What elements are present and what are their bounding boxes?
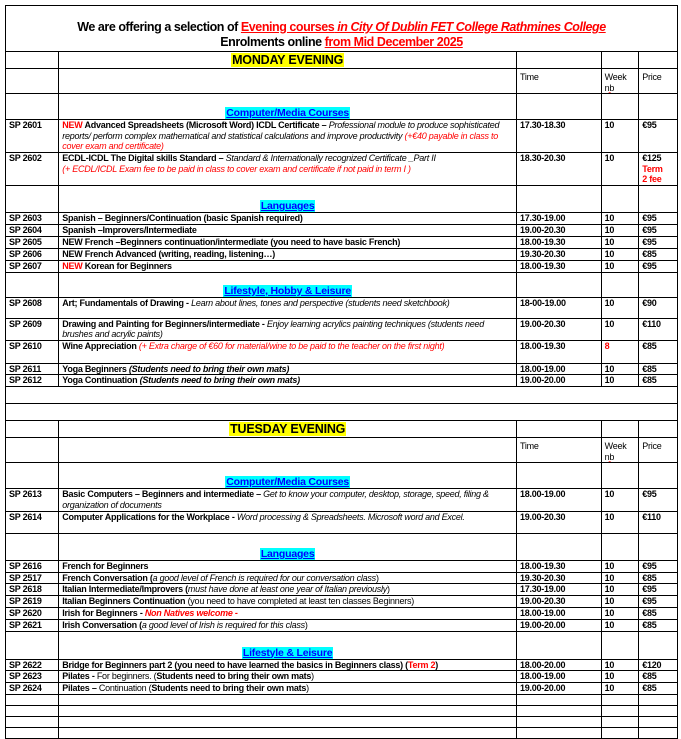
course-code: SP 2603 — [6, 212, 59, 224]
course-price: €95 — [639, 260, 678, 272]
course-note: Non Natives welcome - — [144, 607, 238, 618]
title-line-2 — [9, 35, 674, 50]
course-code: SP 2607 — [6, 260, 59, 272]
course-description: ECDL-ICDL The Digital skills Standard – Standard & Internationally recognized Certificate _Part II (+ ECDL/ICDL Exam fee to be paid in class to cover exam and certificate if not paid in term I ) — [59, 153, 517, 186]
course-description: French Conversation (a good level of French is required for our conversation class) — [59, 572, 517, 584]
course-row — [6, 340, 678, 363]
course-row — [6, 260, 678, 272]
course-price: €85 — [639, 248, 678, 260]
course-description: Irish for Beginners - Non Natives welcome - — [59, 607, 517, 619]
course-weeks: 10 — [601, 659, 639, 671]
course-price: €120 — [639, 659, 678, 671]
course-weeks: 10 — [601, 153, 639, 186]
course-weeks: 10 — [601, 683, 639, 695]
course-time: 19.00-20.30 — [517, 596, 602, 608]
course-description: Pilates – Continuation (Students need to bring their own mats) — [59, 683, 517, 695]
tuesday-section-lifestyle — [6, 631, 678, 659]
course-row — [6, 584, 678, 596]
course-row — [6, 512, 678, 534]
course-time: 18.00-19.00 — [517, 607, 602, 619]
course-description: Yoga Beginners (Students need to bring their own mats) — [59, 363, 517, 375]
course-time: 19.00-20.30 — [517, 318, 602, 340]
title-intro: We are offering a selection of — [77, 20, 241, 34]
title-row — [6, 6, 678, 52]
course-weeks: 10 — [601, 512, 639, 534]
course-row — [6, 619, 678, 631]
title-college-name: in City Of Dublin FET College Rathmines College — [334, 20, 606, 34]
course-weeks: 10 — [601, 584, 639, 596]
course-code: SP 2611 — [6, 363, 59, 375]
course-weeks: 10 — [601, 671, 639, 683]
course-weeks: 10 — [601, 607, 639, 619]
course-weeks: 10 — [601, 120, 639, 153]
course-time: 17.30-18.30 — [517, 120, 602, 153]
course-row — [6, 297, 678, 318]
tuesday-section-computer — [6, 463, 678, 489]
course-row — [6, 318, 678, 340]
course-description: NEW Advanced Spreadsheets (Microsoft Word) ICDL Certificate – Professional module to produce sophisticated reports/ perform complex mathematical and statistical calculations and improve productivity (+€40 payable in class to cover exam and certificate) — [59, 120, 517, 153]
price-column-header: Price — [639, 69, 678, 94]
spacer-row — [6, 403, 678, 420]
course-time: 18.30-20.30 — [517, 153, 602, 186]
course-description: Computer Applications for the Workplace - Word processing & Spreadsheets. Microsoft word and Excel. — [59, 512, 517, 534]
course-weeks: 10 — [601, 297, 639, 318]
course-note: (+ Extra charge of €60 for material/wine to be paid to the teacher on the first night) — [138, 340, 445, 351]
course-code: SP 2622 — [6, 659, 59, 671]
course-schedule-table — [5, 5, 678, 739]
course-price: €90 — [639, 297, 678, 318]
enrolments-date: from Mid December 2025 — [324, 35, 463, 49]
spacer-row — [6, 386, 678, 403]
course-description: Yoga Continuation (Students need to bring their own mats) — [59, 375, 517, 387]
title-evening-courses: Evening courses — [240, 20, 335, 34]
course-price: €95 — [639, 489, 678, 512]
course-row — [6, 561, 678, 573]
course-time: 19.00-20.00 — [517, 375, 602, 387]
course-description: Irish Conversation (a good level of Irish is required for this class) — [59, 619, 517, 631]
price-column-header: Price — [639, 437, 678, 462]
course-code: SP 2608 — [6, 297, 59, 318]
course-code: SP 2612 — [6, 375, 59, 387]
course-row — [6, 120, 678, 153]
course-time: 18.00-19.00 — [517, 671, 602, 683]
course-price: €85 — [639, 572, 678, 584]
course-time: 19.00-20.00 — [517, 683, 602, 695]
course-time: 19.00-20.30 — [517, 224, 602, 236]
course-code: SP 2604 — [6, 224, 59, 236]
course-code: SP 2601 — [6, 120, 59, 153]
course-description: Basic Computers – Beginners and intermediate – Get to know your computer, desktop, storage, speed, filing & organization of documents — [59, 489, 517, 512]
time-column-header: Time — [517, 437, 602, 462]
course-code: SP 2605 — [6, 236, 59, 248]
course-code: SP 2602 — [6, 153, 59, 186]
course-price: €95 — [639, 236, 678, 248]
course-row — [6, 224, 678, 236]
course-price: €95 — [639, 224, 678, 236]
course-time: 19.00-20.00 — [517, 619, 602, 631]
course-row — [6, 248, 678, 260]
tuesday-column-header-row — [6, 437, 678, 462]
time-column-header: Time — [517, 69, 602, 94]
course-description: NEW Korean for Beginners — [59, 260, 517, 272]
course-price: €85 — [639, 619, 678, 631]
course-code: SP 2621 — [6, 619, 59, 631]
course-note: (+ ECDL/ICDL Exam fee to be paid in class to cover exam and certificate if not paid in term I ) — [62, 163, 411, 174]
course-price: €95 — [639, 596, 678, 608]
tuesday-day-row — [6, 420, 678, 437]
course-price: €85 — [639, 607, 678, 619]
course-price: €85 — [639, 683, 678, 695]
monday-evening-heading: MONDAY EVENING — [232, 53, 344, 67]
course-price: €95 — [639, 212, 678, 224]
course-weeks: 10 — [601, 572, 639, 584]
course-row — [6, 363, 678, 375]
course-time: 17.30-19.00 — [517, 212, 602, 224]
course-time: 18.00-19.30 — [517, 340, 602, 363]
course-weeks: 10 — [601, 212, 639, 224]
course-price: €95 — [639, 584, 678, 596]
course-code: SP 2614 — [6, 512, 59, 534]
course-code: SP 2609 — [6, 318, 59, 340]
section-heading: Computer/Media Courses — [226, 476, 350, 489]
section-heading: Languages — [260, 548, 315, 561]
course-time: 18-00-19.00 — [517, 297, 602, 318]
course-description: Pilates - For beginners. (Students need to bring their own mats) — [59, 671, 517, 683]
course-description: Spanish –Improvers/Intermediate — [59, 224, 517, 236]
course-code: SP 2610 — [6, 340, 59, 363]
section-heading: Lifestyle & Leisure — [242, 646, 333, 659]
course-code: SP 2624 — [6, 683, 59, 695]
empty-row — [6, 727, 678, 738]
course-code: SP 2616 — [6, 561, 59, 573]
course-weeks: 10 — [601, 224, 639, 236]
empty-row — [6, 705, 678, 716]
monday-column-header-row — [6, 69, 678, 94]
course-description: Wine Appreciation (+ Extra charge of €60 for material/wine to be paid to the teacher on the first night) — [59, 340, 517, 363]
section-heading: Lifestyle, Hobby & Leisure — [224, 284, 351, 297]
empty-row — [6, 694, 678, 705]
title-line-1 — [9, 20, 674, 35]
course-weeks: 10 — [601, 619, 639, 631]
course-time: 18.00-19.30 — [517, 236, 602, 248]
course-weeks: 10 — [601, 596, 639, 608]
course-row — [6, 596, 678, 608]
course-description: Bridge for Beginners part 2 (you need to have learned the basics in Beginners class) (Term 2) — [59, 659, 517, 671]
week-column-header: Week nb — [601, 437, 639, 462]
course-price: €125 Term 2 fee — [639, 153, 678, 186]
course-price: €110 — [639, 318, 678, 340]
course-description: Spanish – Beginners/Continuation (basic Spanish required) — [59, 212, 517, 224]
course-weeks: 10 — [601, 248, 639, 260]
course-time: 18.00-19.30 — [517, 260, 602, 272]
price-note: Term 2 fee — [642, 163, 663, 185]
course-weeks: 10 — [601, 236, 639, 248]
course-row — [6, 236, 678, 248]
course-weeks: 10 — [601, 363, 639, 375]
course-code: SP 2613 — [6, 489, 59, 512]
course-description: Drawing and Painting for Beginners/intermediate - Enjoy learning acrylics painting techniques (students need brushes and acrylic paints) — [59, 318, 517, 340]
course-description: NEW French –Beginners continuation/intermediate (you need to have basic French) — [59, 236, 517, 248]
course-description: Art; Fundamentals of Drawing - Learn about lines, tones and perspective (students need sketchbook) — [59, 297, 517, 318]
tuesday-evening-heading: TUESDAY EVENING — [230, 421, 346, 436]
monday-section-languages — [6, 185, 678, 212]
course-code: SP 2620 — [6, 607, 59, 619]
course-weeks: 10 — [601, 260, 639, 272]
course-price: €110 — [639, 512, 678, 534]
tuesday-section-languages — [6, 534, 678, 561]
course-price: €85 — [639, 671, 678, 683]
course-row — [6, 683, 678, 695]
course-time: 17.30-19.00 — [517, 584, 602, 596]
course-time: 19.00-20.30 — [517, 512, 602, 534]
course-code: SP 2517 — [6, 572, 59, 584]
course-code: SP 2619 — [6, 596, 59, 608]
course-time: 19.30-20.30 — [517, 248, 602, 260]
course-weeks: 10 — [601, 318, 639, 340]
term-note: Term 2 — [407, 659, 436, 670]
section-heading: Computer/Media Courses — [226, 107, 350, 120]
new-badge: NEW — [62, 120, 83, 131]
course-row — [6, 489, 678, 512]
course-description: NEW French Advanced (writing, reading, listening…) — [59, 248, 517, 260]
monday-day-row — [6, 52, 678, 69]
course-code: SP 2623 — [6, 671, 59, 683]
course-row — [6, 607, 678, 619]
course-description: French for Beginners — [59, 561, 517, 573]
week-column-header: Week nb — [601, 69, 639, 94]
monday-section-lifestyle — [6, 272, 678, 297]
course-time: 18.00-19.00 — [517, 363, 602, 375]
course-price: €95 — [639, 561, 678, 573]
course-note: (+€40 payable in class to cover exam and certificate) — [62, 130, 499, 152]
course-description: Italian Intermediate/Improvers (must have done at least one year of Italian previously) — [59, 584, 517, 596]
course-time: 18.00-20.00 — [517, 659, 602, 671]
course-weeks: 8 — [601, 340, 639, 363]
course-weeks: 10 — [601, 375, 639, 387]
course-weeks: 10 — [601, 489, 639, 512]
course-price: €85 — [639, 375, 678, 387]
new-badge: NEW — [62, 260, 83, 271]
enrolments-label: Enrolments online — [220, 35, 325, 49]
course-price: €95 — [639, 120, 678, 153]
empty-row — [6, 716, 678, 727]
course-row — [6, 375, 678, 387]
title-cell — [6, 6, 678, 52]
section-heading: Languages — [260, 199, 315, 212]
course-price: €85 — [639, 363, 678, 375]
course-time: 19.30-20.30 — [517, 572, 602, 584]
course-weeks: 10 — [601, 561, 639, 573]
course-row — [6, 153, 678, 186]
course-row — [6, 572, 678, 584]
monday-section-computer — [6, 94, 678, 120]
course-code: SP 2606 — [6, 248, 59, 260]
course-time: 18.00-19.30 — [517, 561, 602, 573]
course-description: Italian Beginners Continuation (you need to have completed at least ten classes Beginners) — [59, 596, 517, 608]
course-row — [6, 671, 678, 683]
course-code: SP 2618 — [6, 584, 59, 596]
course-row — [6, 212, 678, 224]
course-time: 18.00-19.00 — [517, 489, 602, 512]
course-price: €85 — [639, 340, 678, 363]
course-row — [6, 659, 678, 671]
